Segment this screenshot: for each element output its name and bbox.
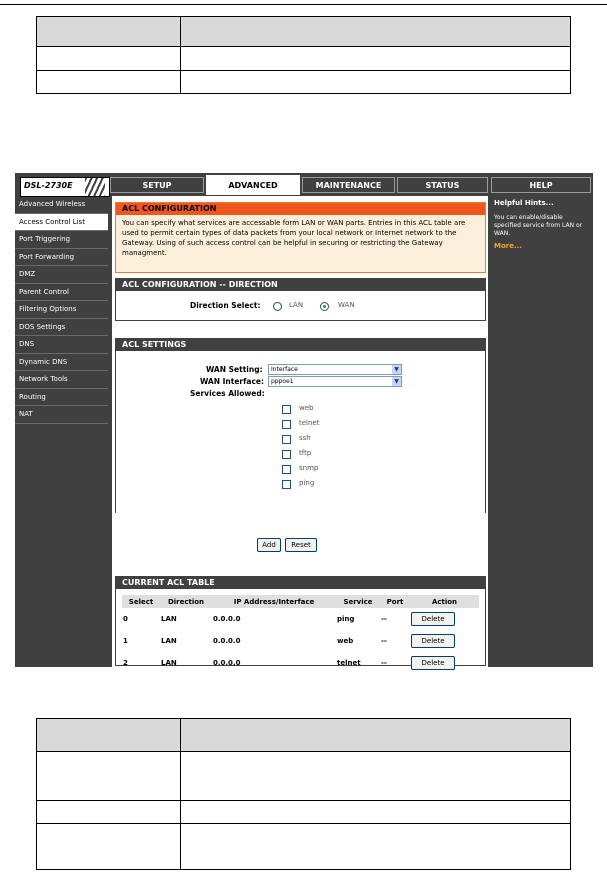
acl-settings-section	[115, 338, 486, 513]
page-header-rule	[0, 4, 607, 5]
service-ssh-label: ssh	[299, 434, 311, 442]
service-web-label: web	[299, 404, 314, 412]
service-ping-checkbox[interactable]	[282, 480, 291, 489]
col-service: Service	[336, 595, 380, 608]
wan-setting-select[interactable]	[268, 364, 402, 375]
row-direction: LAN	[161, 615, 177, 623]
tab-help[interactable]: HELP	[491, 177, 591, 193]
sidebar-item-port-forwarding[interactable]: Port Forwarding	[15, 249, 108, 267]
delete-button[interactable]: Delete	[411, 612, 455, 626]
row-service: web	[337, 637, 354, 645]
row-ip: 0.0.0.0	[213, 637, 241, 645]
row-direction: LAN	[161, 659, 177, 667]
col-action: Action	[410, 595, 479, 608]
row-port: --	[381, 637, 387, 645]
chevron-down-icon: ▼	[392, 365, 401, 374]
service-snmp-label: snmp	[299, 464, 319, 472]
row-action	[410, 652, 479, 674]
acl-table	[122, 595, 479, 674]
delete-button[interactable]: Delete	[411, 634, 455, 648]
row-direction: LAN	[161, 637, 177, 645]
row-port: --	[381, 659, 387, 667]
row-service: telnet	[337, 659, 361, 667]
row-action	[410, 608, 479, 630]
sidebar	[15, 196, 108, 424]
add-button[interactable]: Add	[257, 538, 281, 552]
service-telnet-checkbox[interactable]	[282, 420, 291, 429]
service-ping-label: ping	[299, 479, 315, 487]
doc-table-top	[36, 16, 571, 94]
acl-table-title: CURRENT ACL TABLE	[116, 577, 485, 589]
wan-interface-label: WAN Interface:	[200, 377, 264, 386]
acl-table-section	[115, 576, 486, 666]
wan-interface-select[interactable]	[268, 376, 402, 387]
doc-table-bottom	[36, 718, 571, 870]
tab-status[interactable]: STATUS	[397, 177, 488, 193]
direction-wan-label: WAN	[338, 301, 355, 309]
acl-config-section	[115, 202, 486, 273]
row-service: ping	[337, 615, 355, 623]
sidebar-item-filtering-options[interactable]: Filtering Options	[15, 301, 108, 319]
tab-setup[interactable]: SETUP	[110, 177, 204, 193]
sidebar-item-nat[interactable]: NAT	[15, 406, 108, 424]
sidebar-item-network-tools[interactable]: Network Tools	[15, 371, 108, 389]
table-row	[122, 608, 479, 630]
service-ssh-checkbox[interactable]	[282, 435, 291, 444]
service-tftp-checkbox[interactable]	[282, 450, 291, 459]
service-telnet-label: telnet	[299, 419, 320, 427]
wan-setting-value: Interface	[271, 366, 298, 373]
table-row	[122, 630, 479, 652]
help-title: Helpful Hints...	[494, 199, 554, 207]
row-select: 0	[123, 615, 128, 623]
col-ip: IP Address/Interface	[212, 595, 336, 608]
row-ip: 0.0.0.0	[213, 615, 241, 623]
acl-config-title: ACL CONFIGURATION	[116, 203, 485, 215]
sidebar-item-port-triggering[interactable]: Port Triggering	[15, 231, 108, 249]
direction-title: ACL CONFIGURATION -- DIRECTION	[116, 279, 485, 291]
service-web-checkbox[interactable]	[282, 405, 291, 414]
row-port: --	[381, 615, 387, 623]
row-select: 2	[123, 659, 128, 667]
chevron-down-icon: ▼	[392, 377, 401, 386]
delete-button[interactable]: Delete	[411, 656, 455, 670]
sidebar-item-dynamic-dns[interactable]: Dynamic DNS	[15, 354, 108, 372]
sidebar-item-parent-control[interactable]: Parent Control	[15, 284, 108, 302]
help-panel	[491, 196, 593, 667]
service-tftp-label: tftp	[299, 449, 312, 457]
help-more-link[interactable]: More...	[494, 242, 522, 250]
direction-wan-radio[interactable]	[320, 302, 329, 311]
direction-lan-radio[interactable]	[273, 302, 282, 311]
sidebar-item-access-control-list[interactable]: Access Control List	[15, 214, 108, 232]
sidebar-item-routing[interactable]: Routing	[15, 389, 108, 407]
wan-interface-value: pppoe1	[271, 378, 294, 385]
main-panel	[112, 196, 488, 667]
table-row	[122, 652, 479, 674]
direction-lan-label: LAN	[289, 301, 304, 309]
row-ip: 0.0.0.0	[213, 659, 241, 667]
direction-select-label: Direction Select:	[190, 301, 261, 310]
brand-logo: DSL-2730E	[20, 177, 110, 197]
router-ui	[15, 173, 593, 667]
col-select: Select	[122, 595, 160, 608]
wan-setting-label: WAN Setting:	[206, 365, 263, 374]
sidebar-item-dmz[interactable]: DMZ	[15, 266, 108, 284]
service-snmp-checkbox[interactable]	[282, 465, 291, 474]
help-body: You can enable/disable specified service from LAN or WAN.	[494, 214, 583, 237]
acl-config-description: You can specify what services are accessable form LAN or WAN parts. Entries in this ACL table are used to permit certain types of data packets from your local network or Internet network to the Gateway. Using of such access control can be helpful in securing or restricting the Gateway managment.	[122, 219, 466, 257]
row-action	[410, 630, 479, 652]
services-allowed-label: Services Allowed:	[190, 389, 265, 398]
col-direction: Direction	[160, 595, 212, 608]
acl-settings-title: ACL SETTINGS	[116, 339, 485, 351]
tab-advanced[interactable]: ADVANCED	[206, 175, 300, 195]
sidebar-item-dos-settings[interactable]: DOS Settings	[15, 319, 108, 337]
tab-maintenance[interactable]: MAINTENANCE	[302, 177, 395, 193]
row-select: 1	[123, 637, 128, 645]
sidebar-item-advanced-wireless[interactable]: Advanced Wireless	[15, 196, 108, 214]
direction-section	[115, 278, 486, 321]
sidebar-item-dns[interactable]: DNS	[15, 336, 108, 354]
col-port: Port	[380, 595, 410, 608]
reset-button[interactable]: Reset	[285, 538, 317, 552]
